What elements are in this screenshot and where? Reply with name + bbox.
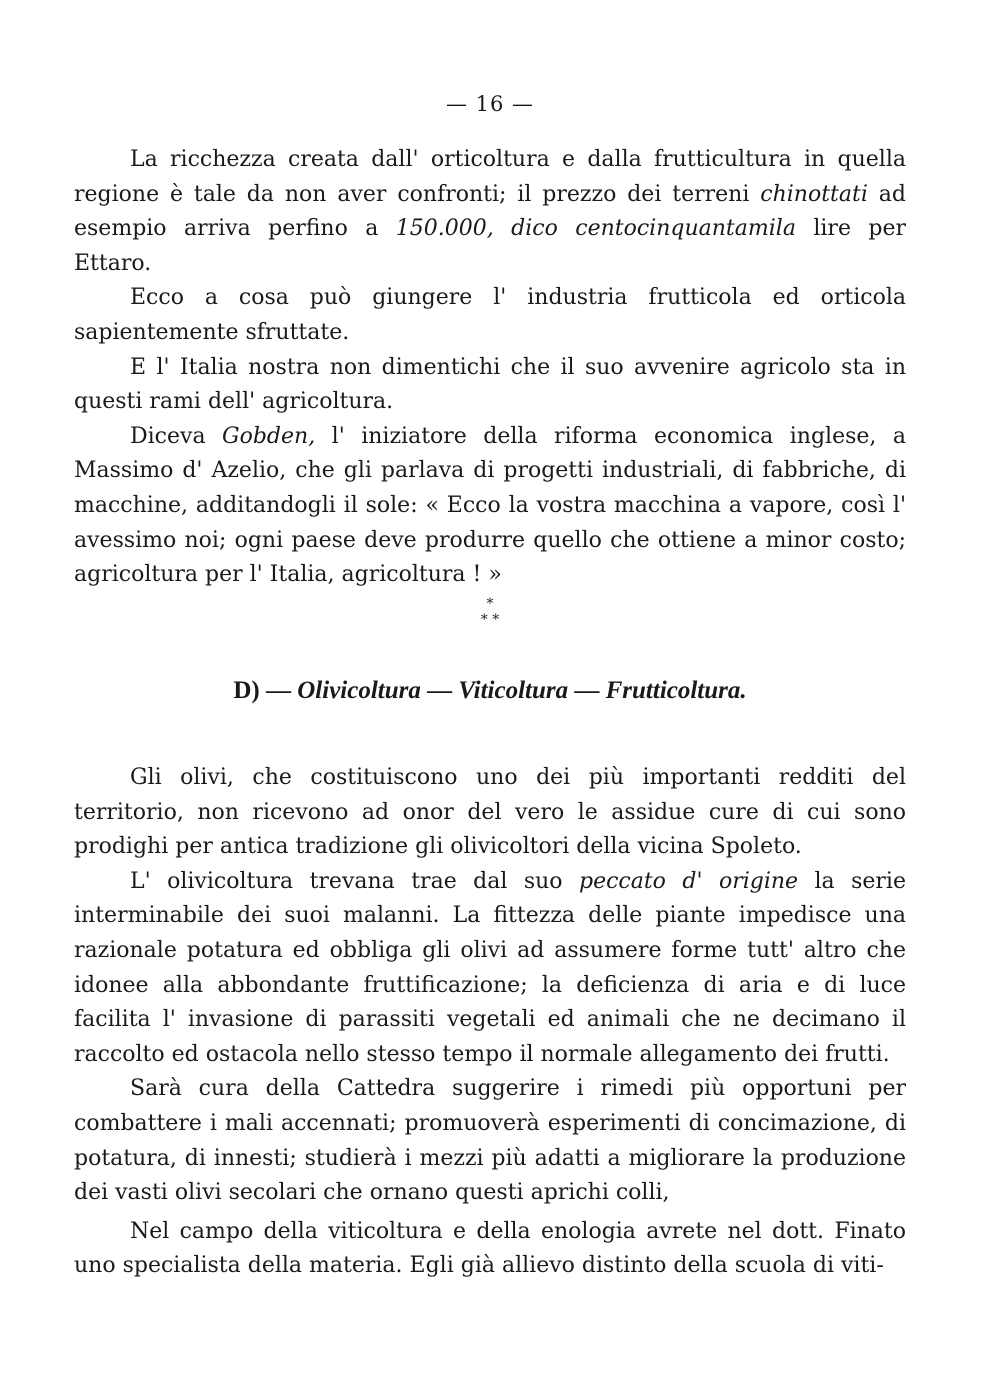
asterism-bottom: * * [480,612,500,628]
paragraph-gobden [74,420,906,593]
paragraph-text: La ricchezza creata dall' orticoltura e dalla frutticultura in quella regione è tale da non aver confronti; il prezzo dei terreni [74,147,906,207]
paragraph-text: ad esempio arriva perfino a [74,181,906,242]
text-block-section [74,761,906,1284]
paragraph-italy: E l' Italia nostra non dimentichi che il suo avvenire agricolo sta in questi rami dell' agricoltura. [74,354,906,415]
italic-term: chinottati [760,181,868,207]
paragraph-text: l' iniziatore della riforma economica inglese, a Massimo d' Azelio, che gli parlava di progetti industriali, di fabbriche, di macchine, additandogli il sole: « Ecco la vostra macchina a vapore, così l' avessimo noi; ogni paese deve produrre quello che ottiene a minor costo; agricoltura per l' Italia, agricoltura ! » [74,423,906,588]
paragraph-text: Diceva [130,423,223,449]
heading-olivicoltura: Olivicoltura [297,677,421,704]
section-heading [74,677,906,705]
paragraph-cattedra: Sarà cura della Cattedra suggerire i rimedi più opportuni per combattere i mali accennati; promuoverà esperimenti di concimazione, di potatura, di innesti; studierà i mezzi più adatti a migliorare la produzione dei vasti olivi secolari che ornano questi aprichi colli, [74,1076,906,1206]
paragraph-olives: Gli olivi, che costituiscono uno dei più importanti redditi del territorio, non ricevono ad onor del vero le assidue cure di cui sono prodighi per antica tradizione gli olivicoltori della vicina Spoleto. [74,765,906,860]
paragraph-wealth [74,143,906,281]
page-number: — 16 — [445,92,535,116]
italic-amount: 150.000, dico centocinquantamila [395,216,796,242]
heading-separator: — [420,677,459,704]
heading-frutticoltura: Frutticoltura. [605,677,747,704]
italic-phrase: peccato d' origine [578,868,799,894]
paragraph-text: la serie interminabile dei suoi malanni. La fittezza delle piante impedisce una razionale potatura ed obbliga gli olivi ad assumere forme tutt' altro che idonee alla abbondante fruttificazione; la deficienza di aria e di luce facilita l' invasione di parassiti vegetali ed animali che ne decimano il raccolto ed ostacola nello stesso tempo il normale allegamento dei frutti. [74,868,906,1067]
italic-name: Gobden, [222,423,316,449]
asterism-ornament [74,596,906,628]
asterism-top: * [486,596,494,612]
heading-prefix: D) — [233,677,298,704]
paragraph-trevana [74,865,906,1073]
paragraph-text: lire per Ettaro. [74,216,906,276]
paragraph-text: L' olivicoltura trevana trae dal suo [130,868,579,894]
text-block-top [74,143,906,593]
heading-viticoltura: Viticoltura [458,677,569,704]
paragraph-industry: Ecco a cosa può giungere l' industria frutticola ed orticola sapientemente sfruttate. [74,285,906,345]
heading-separator: — [568,677,606,704]
paragraph-viticulture: Nel campo della viticoltura e della enologia avrete nel dott. Finato uno specialista della materia. Egli già allievo distinto della scuola di viti- [74,1218,906,1279]
